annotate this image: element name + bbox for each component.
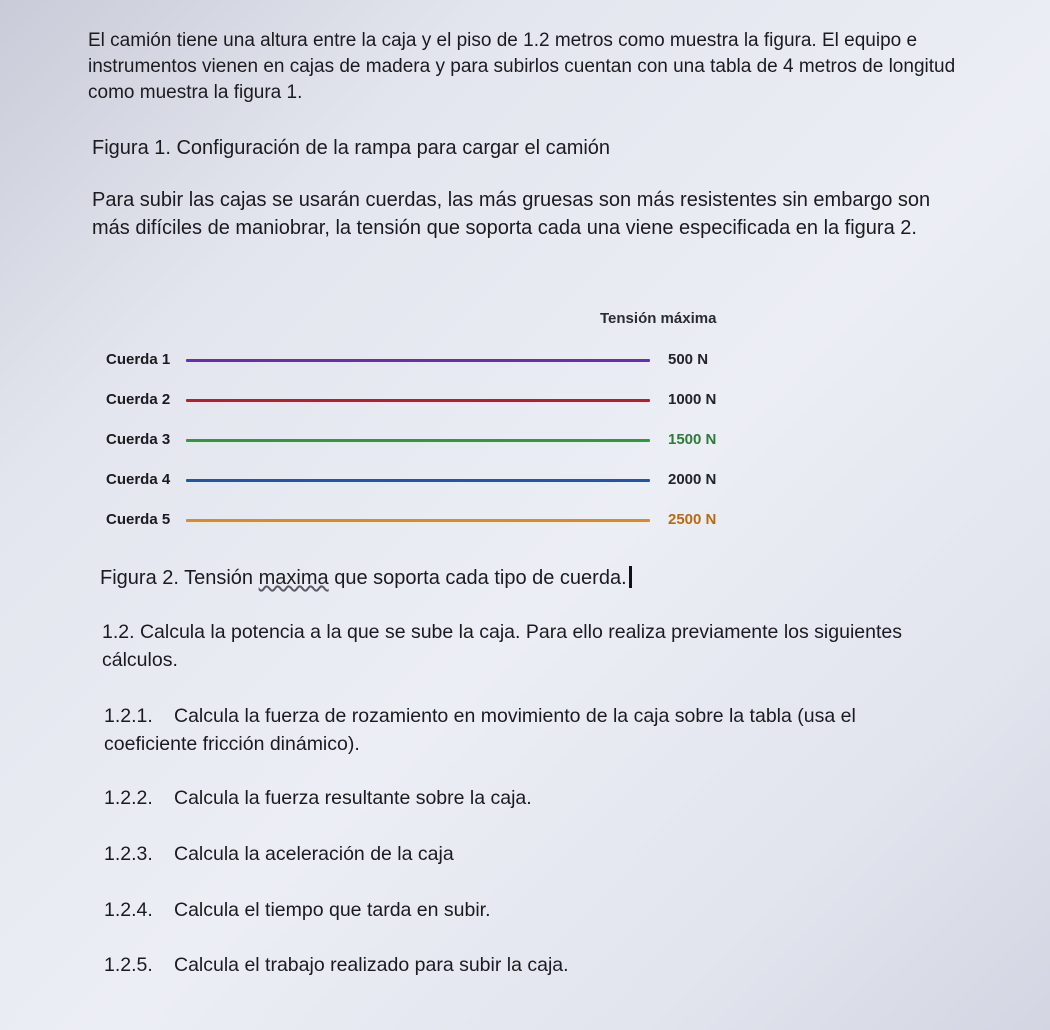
intro-paragraph: El camión tiene una altura entre la caja y el piso de 1.2 metros como muestra la figura. El equipo e instrumentos vienen en cajas de madera y para subirlos cuentan con una tabla de 4 metros de longitud como muestra la figura 1. [88, 30, 956, 103]
rope-tension-value: 500 N [668, 351, 709, 368]
rope-line [186, 399, 650, 402]
rope-label: Cuerda 1 [106, 351, 171, 368]
question-text: Calcula el trabajo realizado para subir la caja. [174, 954, 569, 976]
question-text: Calcula la fuerza resultante sobre la caja. [174, 787, 532, 809]
question-number: 1.2.4. [104, 899, 153, 921]
question-number: 1.2.1. [104, 705, 153, 727]
rope-tension-value: 2000 N [668, 471, 717, 488]
rope-label: Cuerda 2 [106, 391, 171, 408]
question-1-2-5 [104, 951, 924, 979]
rope-tension-value: 1500 N [668, 431, 717, 448]
rope-row-1 [90, 348, 790, 372]
question-1-2-2 [104, 784, 924, 812]
ropes-paragraph: Para subir las cajas se usarán cuerdas, las más gruesas son más resistentes sin embargo son más difíciles de maniobrar, la tensión que soporta cada una viene especificada en la figura 2. [92, 189, 931, 239]
rope-row-4 [90, 468, 790, 492]
question-text: Calcula el tiempo que tarda en subir. [174, 899, 491, 921]
question-number: 1.2.3. [104, 843, 153, 865]
rope-line [186, 519, 650, 522]
question-1-2-3 [104, 840, 924, 868]
figure2-caption [100, 564, 800, 592]
rope-line [186, 359, 650, 362]
figure1-caption: Figura 1. Configuración de la rampa para cargar el camión [92, 137, 611, 159]
figure2-caption-start: Figura 2. Tensión [100, 567, 259, 589]
rope-line [186, 439, 650, 442]
text-cursor [629, 566, 632, 588]
rope-row-5 [90, 508, 790, 532]
rope-row-3 [90, 428, 790, 452]
figure2-rope-tensions [90, 300, 790, 550]
rope-label: Cuerda 3 [106, 431, 171, 448]
rope-row-2 [90, 388, 790, 412]
question-number: 1.2.2. [104, 787, 153, 809]
question-number: 1.2.5. [104, 954, 153, 976]
rope-label: Cuerda 5 [106, 511, 171, 528]
rope-label: Cuerda 4 [106, 471, 171, 488]
rope-line [186, 479, 650, 482]
question-1-2-1 [104, 702, 924, 758]
spellcheck-underlined-word: maxima [258, 567, 329, 589]
rope-tension-value: 1000 N [668, 391, 717, 408]
figure2-caption-end: que soporta cada tipo de cuerda. [328, 567, 627, 589]
question-1-2: 1.2. Calcula la potencia a la que se sube la caja. Para ello realiza previamente los siguientes cálculos. [102, 621, 902, 671]
figure2-header: Tensión máxima [600, 310, 717, 327]
rope-tension-value: 2500 N [668, 511, 717, 528]
question-1-2-4 [104, 896, 924, 924]
question-text: Calcula la fuerza de rozamiento en movimiento de la caja sobre la tabla (usa el coeficiente fricción dinámico). [104, 705, 856, 755]
question-text: Calcula la aceleración de la caja [174, 843, 454, 865]
